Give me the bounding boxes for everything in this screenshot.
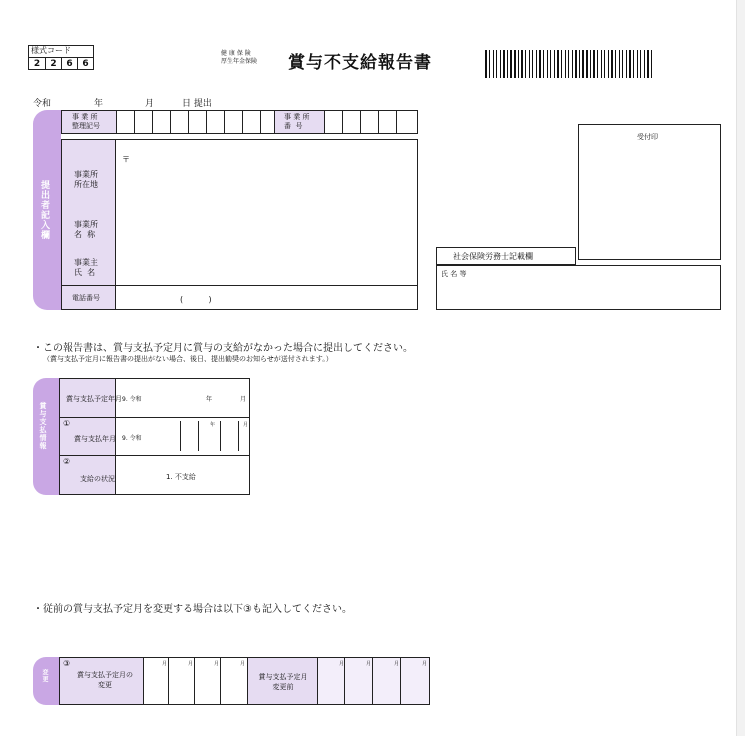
scheduled-bonus-label: 賞与支払予定年月 bbox=[66, 395, 122, 403]
barcode-bar bbox=[536, 50, 537, 78]
change-notice: ・従前の賞与支払予定月を変更する場合は以下③も記入してください。 bbox=[33, 604, 352, 615]
scheduled-year: 年 bbox=[206, 396, 213, 403]
barcode-bar bbox=[507, 50, 508, 78]
month-mark: 月 bbox=[394, 661, 400, 667]
barcode-bar bbox=[604, 50, 605, 78]
barcode-bar bbox=[547, 50, 548, 78]
paid-era: 9. 令和 bbox=[122, 435, 142, 442]
change-table bbox=[59, 657, 430, 705]
bonus-info-table bbox=[59, 378, 250, 495]
date-month: 月 bbox=[145, 99, 155, 109]
barcode-bar bbox=[579, 50, 580, 78]
office-name-label: 事業所 名 称 bbox=[74, 220, 98, 239]
insurance-type-health: 健 康 保 険 bbox=[221, 50, 251, 57]
month-mark: 月 bbox=[162, 661, 168, 667]
page-title: 賞与不支給報告書 bbox=[288, 53, 432, 73]
date-era: 令和 bbox=[33, 99, 52, 109]
barcode-bar bbox=[597, 50, 598, 78]
sharoushi-header-label: 社会保険労務士記載欄 bbox=[453, 252, 533, 261]
barcode-bar bbox=[633, 50, 634, 78]
insurance-type-pension: 厚生年金保険 bbox=[221, 58, 258, 65]
paid-bonus-label: 賞与支払年月 bbox=[74, 435, 116, 443]
form-code-digit: 2 bbox=[45, 58, 61, 70]
form-code-digit: 2 bbox=[33, 59, 41, 69]
barcode-bar bbox=[557, 50, 559, 78]
office-ref-label: 事 業 所 整理記号 bbox=[72, 113, 100, 130]
paid-year: 年 bbox=[210, 422, 216, 428]
paid-num: ① bbox=[63, 419, 71, 428]
submitter-info-block bbox=[61, 139, 418, 310]
office-no-label: 事 業 所 番 号 bbox=[284, 113, 310, 130]
form-code-digit: 6 bbox=[61, 58, 77, 70]
barcode bbox=[485, 50, 655, 78]
barcode-bar bbox=[586, 50, 588, 78]
scheduled-month: 月 bbox=[240, 396, 247, 403]
notice-main: ・この報告書は、賞与支払予定月に賞与の支給がなかった場合に提出してください。 bbox=[33, 343, 413, 354]
barcode-bar bbox=[640, 50, 641, 78]
barcode-bar bbox=[489, 50, 490, 78]
barcode-bar bbox=[500, 50, 501, 78]
month-mark: 月 bbox=[188, 661, 194, 667]
barcode-bar bbox=[568, 50, 569, 78]
owner-name-label: 事業主 氏 名 bbox=[74, 258, 98, 277]
barcode-bar bbox=[608, 50, 609, 78]
postal-mark: 〒 bbox=[122, 155, 130, 164]
status-num: ② bbox=[63, 457, 71, 466]
barcode-bar bbox=[525, 50, 526, 78]
notice-sub: （賞与支払予定月に報告書の提出がない場合、後日、提出勧奨のお知らせが送付されます。） bbox=[43, 355, 333, 363]
paid-month: 月 bbox=[243, 422, 249, 428]
barcode-bar bbox=[637, 50, 638, 78]
office-ref-row bbox=[61, 110, 418, 134]
barcode-bar bbox=[590, 50, 591, 78]
barcode-bar bbox=[561, 50, 562, 78]
form-code-label: 様式コード bbox=[31, 46, 71, 55]
reception-stamp-label: 受付印 bbox=[637, 133, 658, 141]
vertical-scrollbar[interactable] bbox=[736, 0, 745, 736]
change-num: ③ bbox=[63, 659, 71, 668]
form-code-digit: 6 bbox=[77, 58, 93, 70]
barcode-bar bbox=[647, 50, 649, 78]
payment-status-label: 支給の状況 bbox=[80, 475, 115, 483]
sharoushi-name-box bbox=[436, 265, 721, 310]
barcode-bar bbox=[543, 50, 544, 78]
submitter-side-label: 提出者記入欄 bbox=[39, 180, 49, 240]
barcode-bar bbox=[496, 50, 497, 78]
barcode-bar bbox=[518, 50, 519, 78]
change-before-label: 賞与支払予定月 変更前 bbox=[258, 673, 308, 691]
sharoushi-header bbox=[436, 247, 576, 265]
barcode-bar bbox=[554, 50, 555, 78]
scheduled-era: 9. 令和 bbox=[122, 396, 142, 403]
barcode-bar bbox=[582, 50, 584, 78]
barcode-bar bbox=[510, 50, 512, 78]
barcode-bar bbox=[593, 50, 595, 78]
change-after-label: 賞与支払予定月の 変更 bbox=[77, 671, 133, 689]
month-mark: 月 bbox=[339, 661, 345, 667]
date-year: 年 bbox=[94, 99, 104, 109]
barcode-bar bbox=[626, 50, 627, 78]
barcode-bar bbox=[629, 50, 631, 78]
phone-parens: ( ) bbox=[180, 295, 212, 304]
address-label: 事業所 所在地 bbox=[74, 170, 98, 189]
barcode-bar bbox=[615, 50, 616, 78]
barcode-bar bbox=[572, 50, 573, 78]
barcode-bar bbox=[651, 50, 652, 78]
month-mark: 月 bbox=[422, 661, 428, 667]
month-mark: 月 bbox=[240, 661, 246, 667]
phone-label: 電話番号 bbox=[72, 294, 100, 302]
barcode-bar bbox=[532, 50, 533, 78]
barcode-bar bbox=[539, 50, 541, 78]
barcode-bar bbox=[493, 50, 494, 78]
date-day: 日 提出 bbox=[182, 99, 212, 109]
sharoushi-name-label: 氏 名 等 bbox=[441, 270, 467, 278]
month-mark: 月 bbox=[366, 661, 372, 667]
barcode-bar bbox=[503, 50, 505, 78]
barcode-bar bbox=[521, 50, 523, 78]
barcode-bar bbox=[622, 50, 623, 78]
barcode-bar bbox=[644, 50, 645, 78]
barcode-bar bbox=[565, 50, 566, 78]
barcode-bar bbox=[514, 50, 516, 78]
bonus-info-side-label: 賞与支払情報 bbox=[39, 402, 47, 450]
barcode-bar bbox=[619, 50, 620, 78]
barcode-bar bbox=[601, 50, 602, 78]
form-code-box bbox=[28, 45, 94, 70]
barcode-bar bbox=[485, 50, 487, 78]
month-mark: 月 bbox=[214, 661, 220, 667]
barcode-bar bbox=[611, 50, 613, 78]
reception-stamp-box bbox=[578, 124, 721, 260]
payment-status-value: 1. 不支給 bbox=[166, 473, 196, 481]
barcode-bar bbox=[529, 50, 530, 78]
barcode-bar bbox=[550, 50, 551, 78]
barcode-bar bbox=[575, 50, 577, 78]
change-side-label: 変更 bbox=[41, 669, 48, 683]
